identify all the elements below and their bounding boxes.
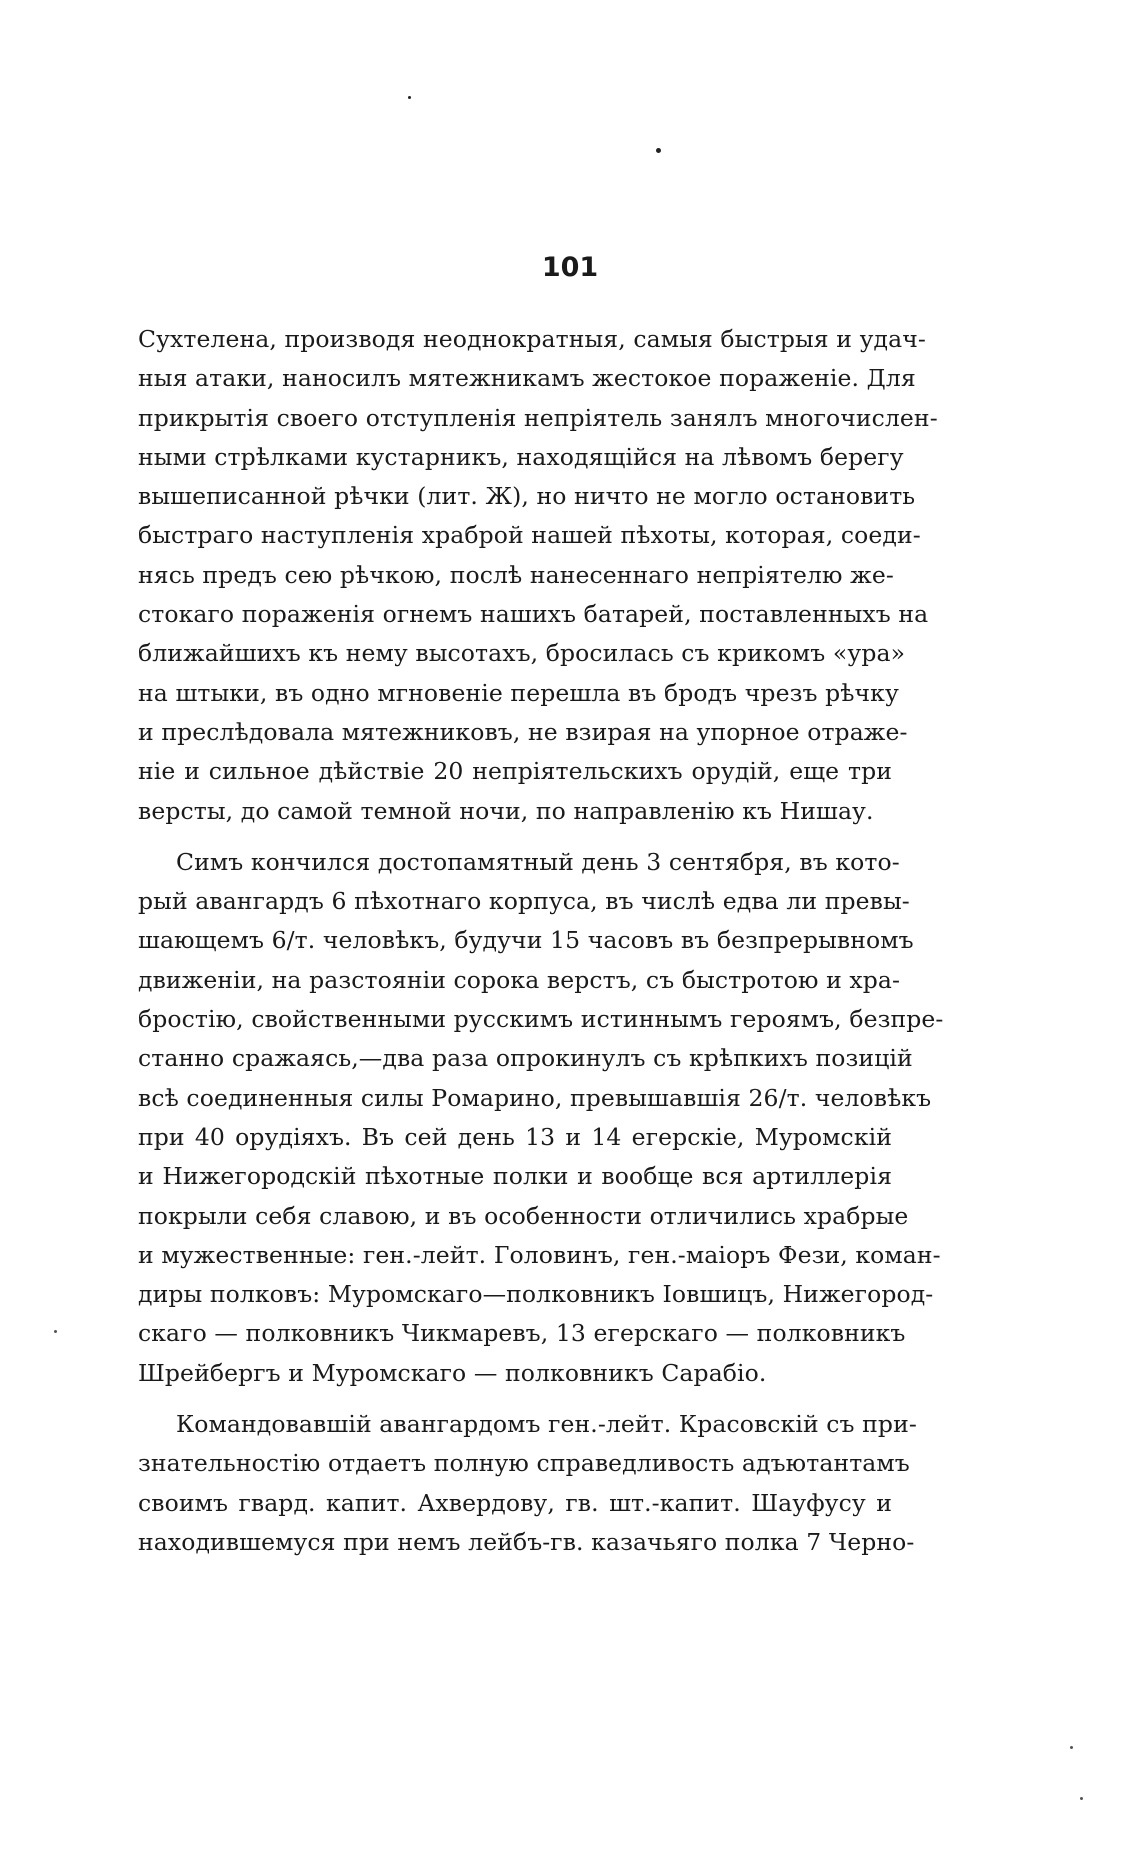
ink-speck [1070,1746,1073,1749]
paragraph-gap [138,1393,892,1405]
ink-speck [408,96,411,99]
ink-speck [1080,1797,1083,1800]
text-line: ными стрѣлками кустарникъ, находящійся на лѣвомъ берегу [138,442,904,471]
ink-speck [656,148,661,153]
paragraph [138,320,938,831]
text-line: при 40 орудіяхъ. Въ сей день 13 и 14 егерскіе, Муромскій [138,1122,892,1151]
ink-speck [54,1330,57,1333]
text-line: рый авангардъ 6 пѣхотнаго корпуса, въ числѣ едва ли превы- [138,887,910,916]
text-line: вышеписанной рѣчки (лит. Ж), но ничто не могло остановить [138,482,916,511]
text-line: Сухтелена, производя неоднократныя, самыя быстрыя и удач- [138,325,926,353]
text-line: покрыли себя славою, и въ особенности отличились храбрые [138,1201,909,1230]
paragraph [138,843,944,1393]
text-line: Шрейбергъ и Муромскаго — полковникъ Сарабіо. [138,1358,767,1387]
text-line: находившемуся при немъ лейбъ-гв. казачьяго полка 7 Черно- [138,1527,915,1556]
text-line: ближайшихъ къ нему высотахъ, бросилась съ крикомъ «ура» [138,639,906,668]
text-line: и Нижегородскій пѣхотные полки и вообще вся артиллерія [138,1162,892,1191]
text-line: шающемъ 6/т. человѣкъ, будучи 15 часовъ въ безпрерывномъ [138,926,914,955]
text-line: ніе и сильное дѣйствіе 20 непріятельскихъ орудій, еще три [138,757,892,786]
text-line: бростію, свойственными русскимъ истиннымъ героямъ, безпре- [138,1005,944,1034]
text-line: своимъ гвард. капит. Ахвердову, гв. шт.-капит. Шауфусу и [138,1488,892,1517]
text-line: прикрытія своего отступленія непріятель занялъ многочислен- [138,403,938,432]
text-line: всѣ соединенныя силы Ромарино, превышавшія 26/т. человѣкъ [138,1083,932,1112]
text-line: знательностію отдаетъ полную справедливость адъютантамъ [138,1449,910,1478]
text-line: нясь предъ сею рѣчкою, послѣ нанесеннаго непріятелю же- [138,560,894,589]
text-line: стокаго пораженія огнемъ нашихъ батарей, поставленныхъ на [138,600,929,629]
text-line: скаго — полковникъ Чикмаревъ, 13 егерскаго — полковникъ [138,1319,906,1348]
body-text [138,320,944,1562]
paragraph-gap [138,831,892,843]
text-line: движеніи, на разстояніи сорока верстъ, съ быстротою и хра- [138,965,901,994]
text-line: диры полковъ: Муромскаго—полковникъ Іовшицъ, Нижегород- [138,1280,934,1309]
text-line: на штыки, въ одно мгновеніе перешла въ бродъ чрезъ рѣчку [138,678,899,707]
text-line: Симъ кончился достопамятный день 3 сентября, въ кото- [176,847,900,876]
text-line: быстраго наступленія храброй нашей пѣхоты, которая, соеди- [138,521,921,550]
text-line: и мужественные: ген.-лейт. Головинъ, ген.-маіоръ Фези, коман- [138,1240,941,1269]
text-line: и преслѣдовала мятежниковъ, не взирая на упорное отраже- [138,717,908,746]
text-line: Командовавшій авангардомъ ген.-лейт. Красовскій съ при- [176,1410,917,1439]
text-line: версты, до самой темной ночи, по направленію къ Нишау. [138,796,874,825]
paragraph [138,1405,917,1562]
page-number: 101 [541,252,599,283]
text-line: станно сражаясь,—два раза опрокинулъ съ крѣпкихъ позицій [138,1044,913,1073]
text-line: ныя атаки, наносилъ мятежникамъ жестокое пораженіе. Для [138,364,916,393]
